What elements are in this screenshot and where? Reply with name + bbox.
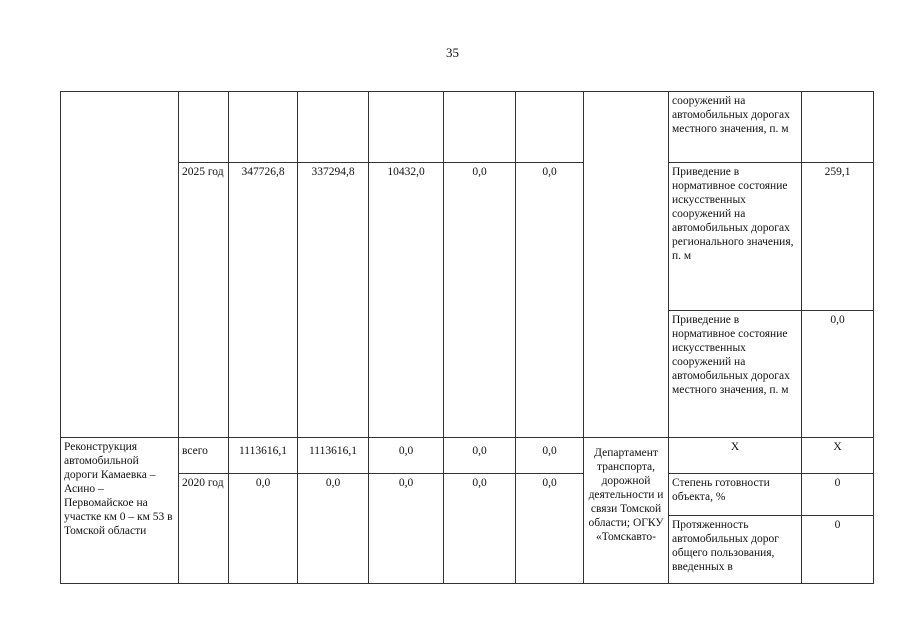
other-amount: 0,0: [516, 438, 584, 474]
other-amount: 0,0: [516, 474, 584, 584]
year-label: 2020 год: [179, 474, 229, 584]
total-amount: 0,0: [229, 474, 298, 584]
table-row: [61, 474, 874, 516]
regional-amount: 0,0: [369, 438, 444, 474]
indicator-value: 0: [802, 516, 874, 584]
indicator-name: Приведение в нормативное состояние искусственных сооружений на автомобильных дорогах местного значения, п. м: [669, 311, 802, 438]
table-row: [61, 163, 874, 311]
indicator-name: Протяженность автомобильных дорог общего пользования, введенных в: [669, 516, 802, 584]
total-amount: 1113616,1: [229, 438, 298, 474]
indicator-name: Х: [669, 438, 802, 474]
indicator-value: Х: [802, 438, 874, 474]
federal-amount: 1113616,1: [298, 438, 369, 474]
page-number: 35: [446, 45, 459, 60]
year-label: 2025 год: [179, 163, 229, 438]
indicator-value: 0: [802, 474, 874, 516]
federal-amount: 337294,8: [298, 163, 369, 438]
project-name-cell-empty: [61, 92, 179, 438]
local-amount: 0,0: [444, 438, 516, 474]
indicator-value: 259,1: [802, 163, 874, 311]
total-amount: 347726,8: [229, 163, 298, 438]
federal-amount: 0,0: [298, 474, 369, 584]
table-row: [61, 92, 874, 163]
local-amount: 0,0: [444, 163, 516, 438]
budget-table: [60, 91, 874, 584]
project-name: Реконструкция автомобильной дороги Камаевка – Асино – Первомайское на участке км 0 – км 53 в Томской области: [61, 438, 179, 584]
regional-amount: 0,0: [369, 474, 444, 584]
other-amount: 0,0: [516, 163, 584, 438]
local-amount: 0,0: [444, 474, 516, 584]
indicator-value: 0,0: [802, 311, 874, 438]
indicator-name: сооружений на автомобильных дорогах местного значения, п. м: [669, 92, 802, 163]
indicator-name: Приведение в нормативное состояние искусственных сооружений на автомобильных дорогах регионального значения, п. м: [669, 163, 802, 311]
total-row-label: всего: [179, 438, 229, 474]
executor-cell-empty: [584, 92, 669, 438]
regional-amount: 10432,0: [369, 163, 444, 438]
indicator-name: Степень готовности объекта, %: [669, 474, 802, 516]
executor: Департамент транспорта, дорожной деятельности и связи Томской области; ОГКУ «Томскавто-: [584, 438, 669, 584]
table-row: [61, 438, 874, 474]
